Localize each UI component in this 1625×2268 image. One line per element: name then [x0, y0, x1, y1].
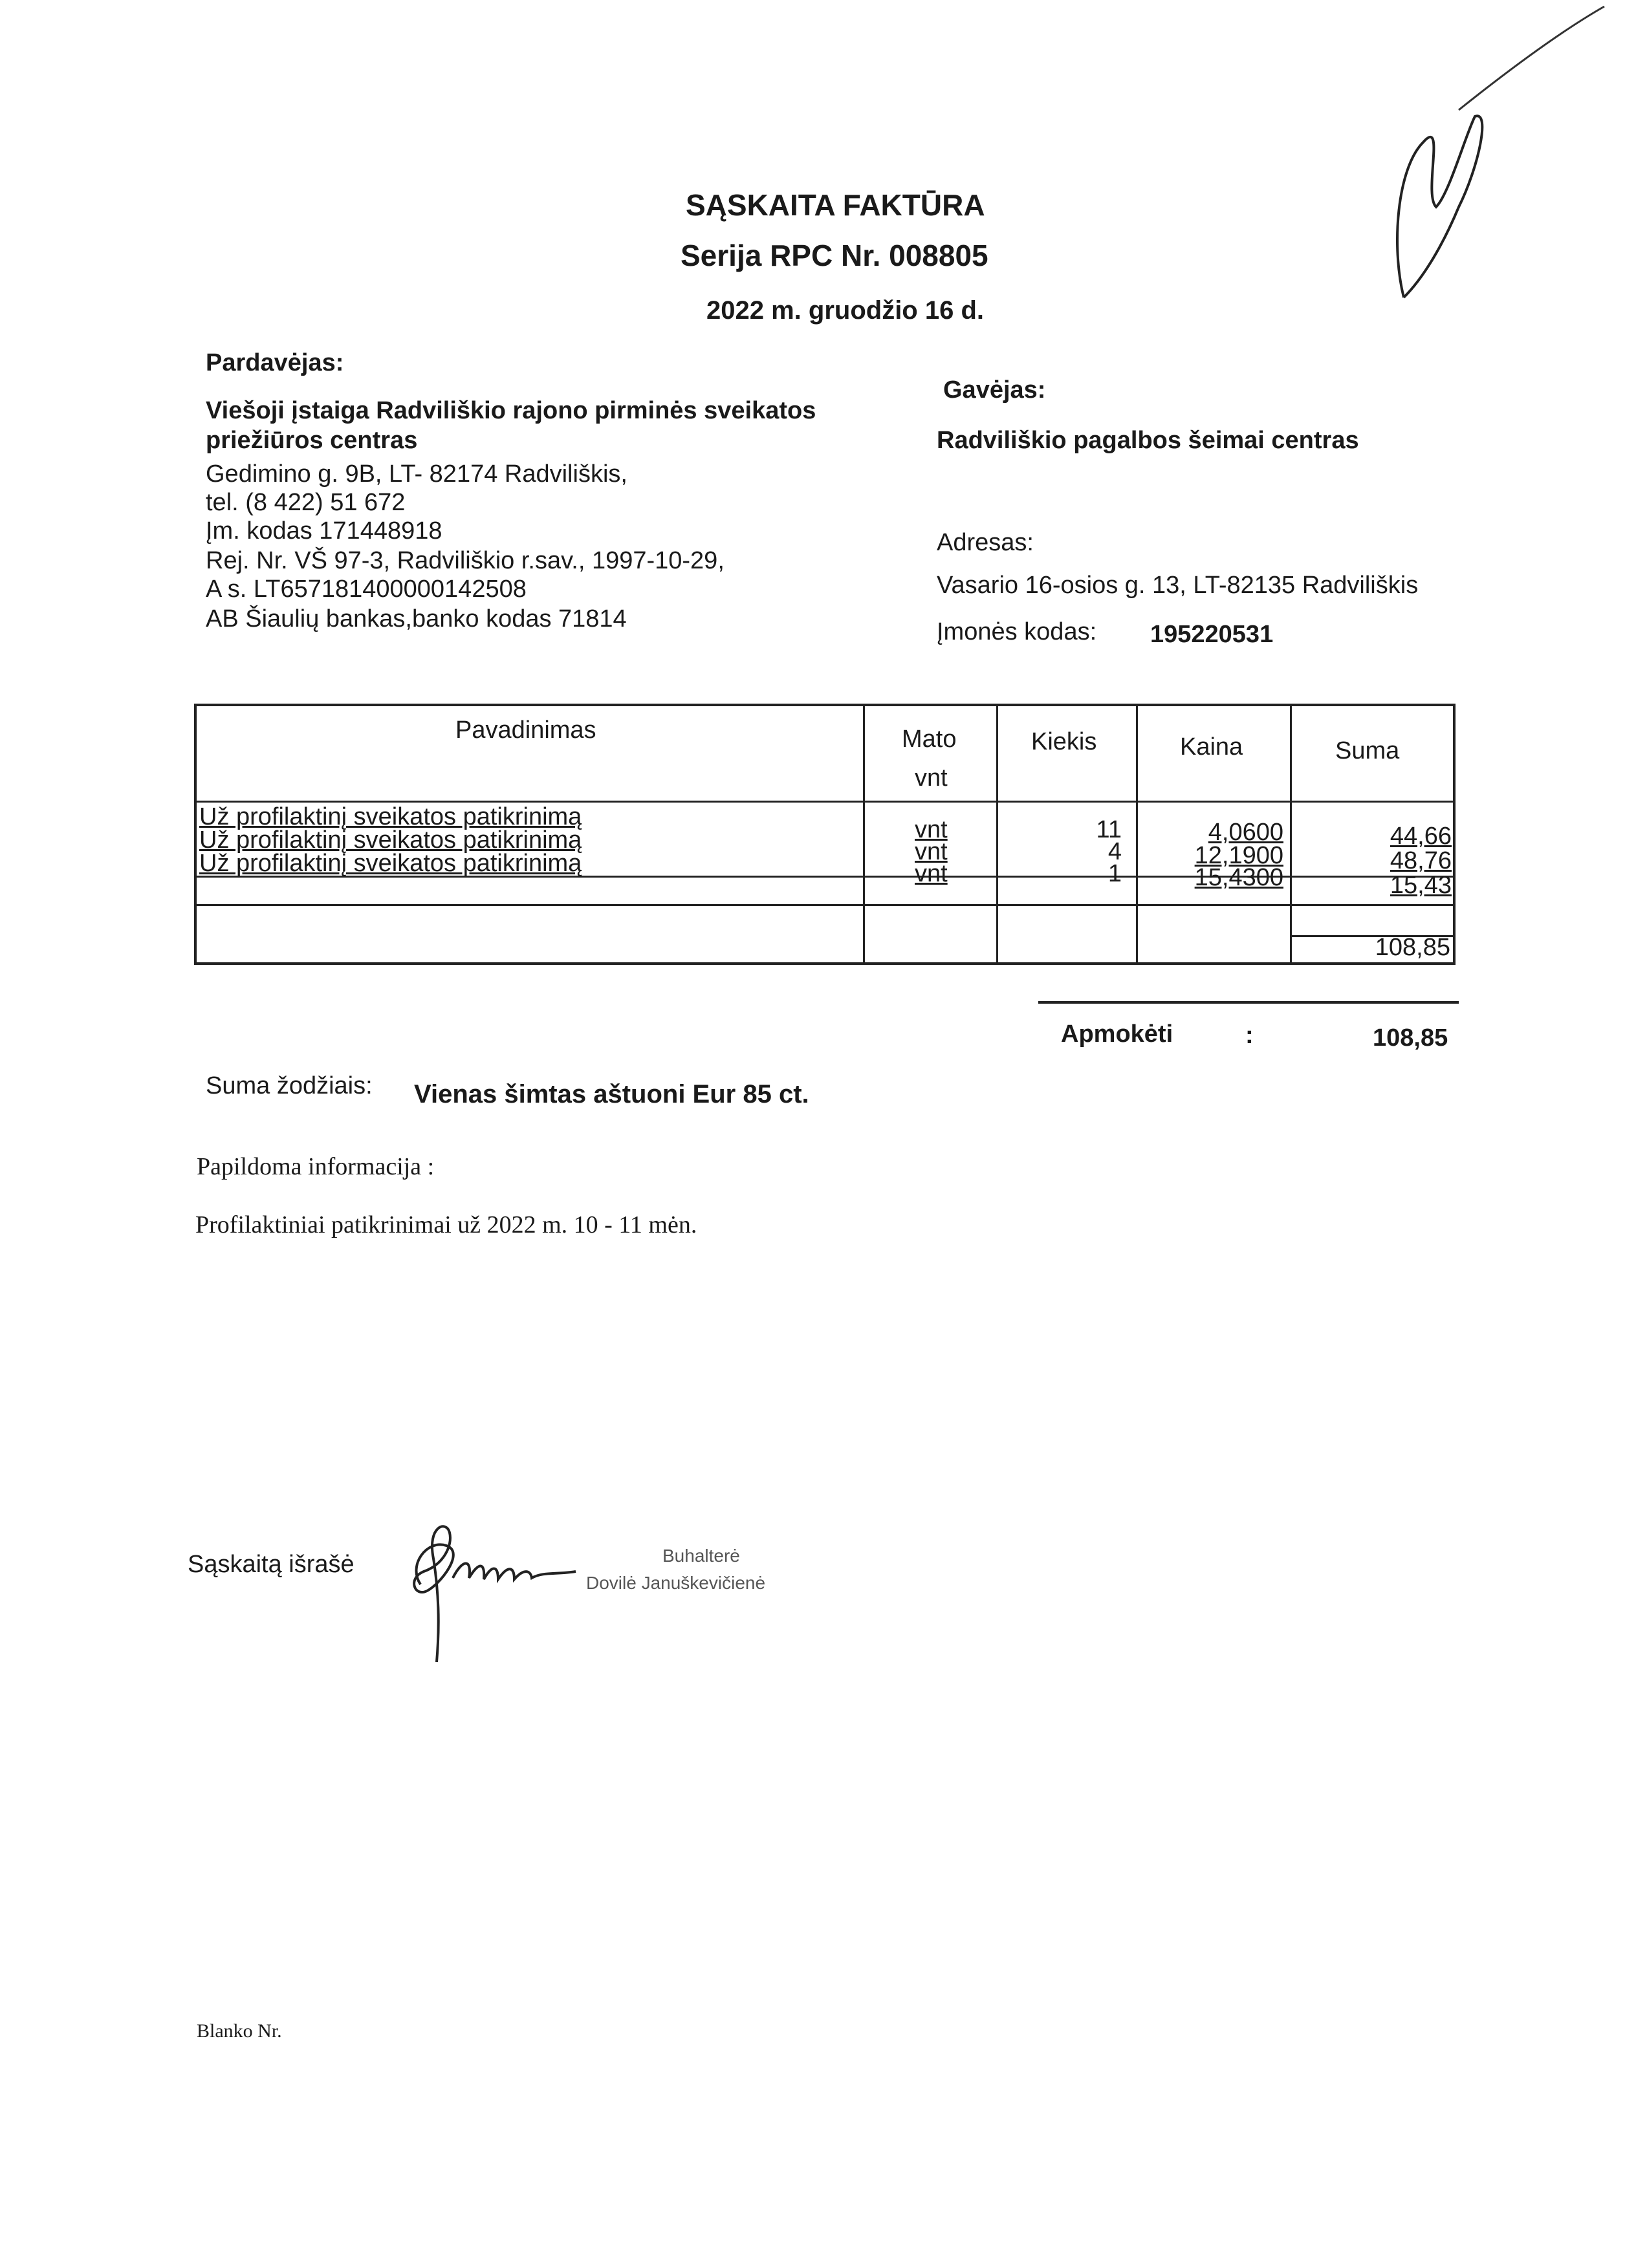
buyer-name: Radviliškio pagalbos šeimai centras — [937, 427, 1359, 454]
seller-address: Gedimino g. 9B, LT- 82174 Radviliškis, — [206, 460, 627, 488]
table-divider — [1136, 706, 1138, 962]
payable-divider — [1038, 1001, 1459, 1004]
handwritten-mark-icon — [1326, 0, 1611, 304]
table-divider — [197, 904, 1453, 906]
seller-name-line2: priežiūros centras — [206, 427, 418, 454]
buyer-address-label: Adresas: — [937, 529, 1034, 556]
additional-info-text: Profilaktiniai patikrinimai už 2022 m. 10 - 11 mėn. — [195, 1211, 697, 1238]
signature-icon — [388, 1507, 582, 1669]
invoice-date: 2022 m. gruodžio 16 d. — [706, 296, 985, 325]
additional-info-label: Papildoma informacija : — [197, 1153, 435, 1180]
amount-words-value: Vienas šimtas aštuoni Eur 85 ct. — [414, 1080, 809, 1108]
table-row-quantity: 11 — [1096, 816, 1122, 843]
stamp-title: Buhalterė — [662, 1546, 740, 1566]
column-header-name: Pavadinimas — [455, 717, 596, 744]
invoice-title: SĄSKAITA FAKTŪRA — [686, 188, 985, 222]
seller-registration: Rej. Nr. VŠ 97-3, Radviliškio r.sav., 1997-10-29, — [206, 547, 725, 574]
table-row-quantity: 1 — [1107, 860, 1122, 887]
column-header-quantity: Kiekis — [1031, 728, 1097, 755]
seller-phone: tel. (8 422) 51 672 — [206, 489, 406, 516]
seller-bank: AB Šiaulių bankas,banko kodas 71814 — [206, 605, 627, 632]
table-row-price: 15,4300 — [1194, 864, 1283, 891]
table-total: 108,85 — [1375, 934, 1450, 961]
table-row-unit: vnt — [915, 838, 948, 865]
seller-account: A s. LT657181400000142508 — [206, 576, 527, 603]
table-row-sum: 48,76 — [1390, 847, 1452, 874]
table-divider — [197, 801, 1453, 803]
buyer-company-code: 195220531 — [1150, 621, 1274, 648]
table-divider — [863, 706, 865, 962]
invoice-table — [194, 704, 1456, 965]
column-header-unit: Mato — [902, 726, 957, 753]
invoice-series: Serija RPC Nr. 008805 — [681, 239, 988, 272]
buyer-label: Gavėjas: — [943, 376, 1046, 404]
table-divider — [1290, 706, 1292, 962]
table-row-unit: vnt — [915, 860, 948, 887]
table-row-price: 12,1900 — [1194, 842, 1283, 869]
blank-number: Blanko Nr. — [197, 2020, 282, 2042]
table-row-price: 4,0600 — [1208, 819, 1283, 846]
buyer-address: Vasario 16-osios g. 13, LT-82135 Radviliškis — [937, 572, 1419, 599]
payable-colon: : — [1245, 1022, 1254, 1049]
column-header-sum: Suma — [1335, 737, 1400, 764]
payable-amount: 108,85 — [1373, 1024, 1448, 1052]
table-row-quantity: 4 — [1107, 838, 1122, 865]
buyer-company-code-label: Įmonės kodas: — [937, 618, 1097, 645]
table-row-name: Už profilaktinį sveikatos patikrinimą — [199, 850, 582, 877]
seller-company-code: Įm. kodas 171448918 — [206, 517, 442, 545]
table-row-unit: vnt — [915, 816, 948, 843]
column-header-unit-line2: vnt — [915, 764, 948, 792]
amount-words-label: Suma žodžiais: — [206, 1072, 373, 1099]
table-row-name: Už profilaktinį sveikatos patikrinimą — [199, 826, 582, 854]
stamp-name: Dovilė Januškevičienė — [586, 1573, 766, 1593]
table-row-sum: 44,66 — [1390, 823, 1452, 850]
seller-label: Pardavėjas: — [206, 349, 344, 376]
table-row-sum: 15,43 — [1390, 872, 1452, 899]
payable-label: Apmokėti — [1061, 1021, 1173, 1048]
table-divider — [996, 706, 998, 962]
signature-label: Sąskaitą išrašė — [188, 1551, 354, 1578]
column-header-price: Kaina — [1180, 733, 1243, 761]
table-row-name: Už profilaktinį sveikatos patikrinimą — [199, 803, 582, 830]
seller-name-line1: Viešoji įstaiga Radviliškio rajono pirminės sveikatos — [206, 397, 816, 424]
